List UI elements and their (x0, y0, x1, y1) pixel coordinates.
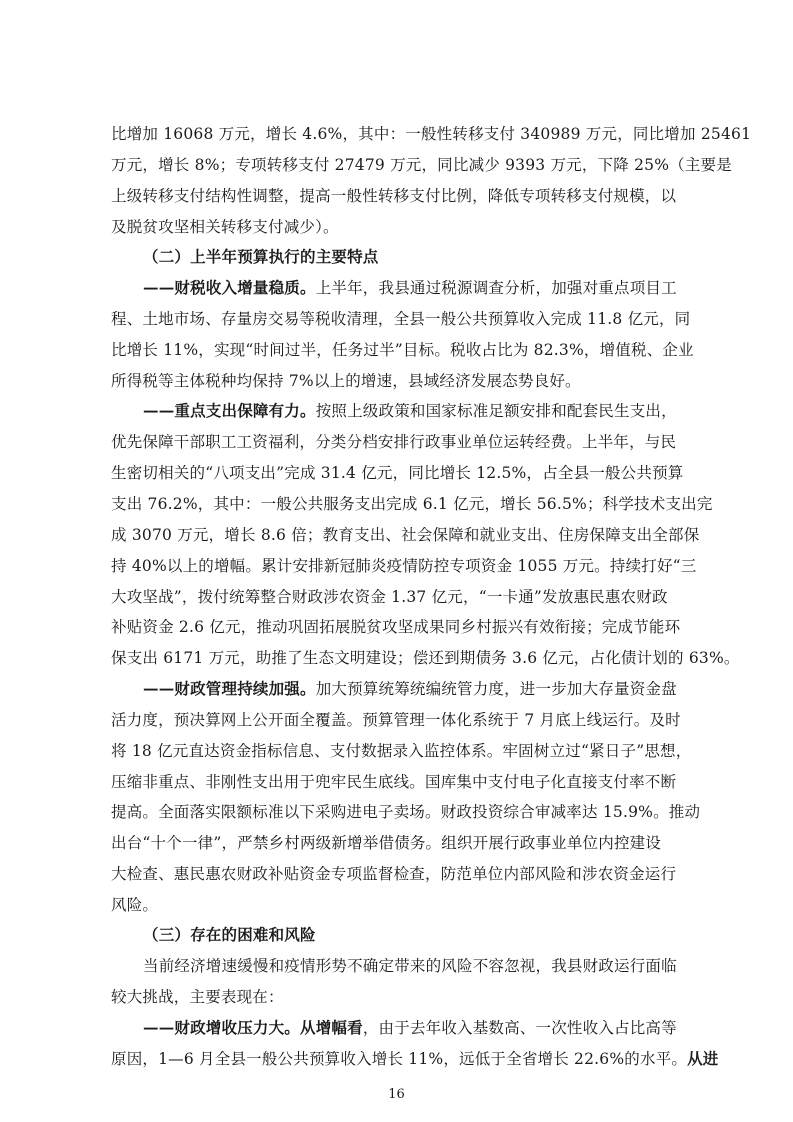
paragraph-revenue-text: 上半年，我县通过税源调查分析，加强对重点项目工 (315, 279, 677, 297)
paragraph-pressure-title: ——财政增收压力大。 (143, 1018, 301, 1037)
paragraph-pressure-subtitle-2: 从进 (687, 1049, 719, 1068)
paragraph-revenue-line: 比增长 11%，实现“时间过半，任务过半”目标。税收占比为 82.3%，增值税、企业 (111, 341, 694, 359)
intro-line-1: 比增加 16068 万元，增长 4.6%，其中：一般性转移支付 340989 万元，同比增加 25461 (111, 125, 752, 143)
paragraph-expenditure-line: 补贴资金 2.6 亿元，推动巩固拓展脱贫攻坚成果同乡村振兴有效衔接；完成节能环 (111, 618, 681, 636)
paragraph-expenditure-line: 支出 76.2%，其中：一般公共服务支出完成 6.1 亿元，增长 56.5%；科学技术支出完 (111, 495, 713, 513)
paragraph-expenditure-text: 按照上级政策和国家标准足额安排和配套民生支出， (315, 402, 677, 420)
paragraph-expenditure-line: 优先保障干部职工工资福利，分类分档安排行政事业单位运转经费。上半年，与民 (111, 433, 677, 451)
paragraph-expenditure-line: 持 40%以上的增幅。累计安排新冠肺炎疫情防控专项资金 1055 万元。持续打好“三 (111, 557, 697, 575)
page-number: 16 (388, 1087, 405, 1102)
paragraph-expenditure-line: 生密切相关的“八项支出”完成 31.4 亿元，同比增长 12.5%，占全县一般公共预算 (111, 464, 684, 482)
paragraph-risk-intro-line: 较大挑战，主要表现在： (111, 988, 284, 1006)
paragraph-revenue-first-line (143, 278, 677, 298)
paragraph-expenditure-title: ——重点支出保障有力。 (143, 401, 316, 420)
paragraph-management-first-line (143, 679, 677, 699)
paragraph-management-line: 风险。 (111, 896, 159, 914)
paragraph-pressure-second-line (111, 1049, 719, 1069)
paragraph-management-line: 出台“十个一律”，严禁乡村两级新增举借债务。组织开展行政事业单位内控建设 (111, 834, 662, 852)
paragraph-management-line: 将 18 亿元直达资金指标信息、支付数据录入监控体系。牢固树立过“紧日子”思想， (111, 742, 692, 760)
paragraph-management-line: 大检查、惠民惠农财政补贴资金专项监督检查，防范单位内部风险和涉农资金运行 (111, 865, 677, 883)
paragraph-management-line: 活力度，预决算网上公开面全覆盖。预算管理一体化系统于 7 月底上线运行。及时 (111, 711, 681, 729)
paragraph-expenditure-line: 成 3070 万元，增长 8.6 倍；教育支出、社会保障和就业支出、住房保障支出全部保 (111, 526, 700, 544)
paragraph-expenditure-line: 大攻坚战”，拨付统筹整合财政涉农资金 1.37 亿元，“一卡通”发放惠民惠农财政 (111, 588, 668, 606)
intro-line-3: 上级转移支付结构性调整，提高一般性转移支付比例，降低专项转移支付规模，以 (111, 187, 677, 205)
paragraph-management-title: ——财政管理持续加强。 (143, 679, 316, 698)
paragraph-management-line: 压缩非重点、非刚性支出用于兜牢民生底线。国库集中支付电子化直接支付率不断 (111, 773, 677, 791)
paragraph-pressure-text-2: 原因，1—6 月全县一般公共预算收入增长 11%，远低于全省增长 22.6%的水平。 (111, 1050, 688, 1068)
paragraph-pressure-text: ，由于去年收入基数高、一次性收入占比高等 (362, 1019, 677, 1037)
paragraph-pressure-first-line (143, 1018, 677, 1038)
paragraph-risk-intro-line: 当前经济增速缓慢和疫情形势不确定带来的风险不容忽视，我县财政运行面临 (143, 957, 677, 975)
intro-line-2: 万元，增长 8%；专项转移支付 27479 万元，同比减少 9393 万元，下降 25%（主要是 (111, 156, 732, 174)
paragraph-revenue-line: 所得税等主体税种均保持 7%以上的增速，县域经济发展态势良好。 (111, 372, 581, 390)
paragraph-revenue-title: ——财税收入增量稳质。 (143, 278, 316, 297)
paragraph-expenditure-first-line (143, 401, 677, 421)
intro-line-4: 及脱贫攻坚相关转移支付减少）。 (111, 218, 339, 236)
paragraph-management-line: 提高。全面落实限额标准以下采购进电子卖场。财政投资综合审减率达 15.9%。推动 (111, 803, 701, 821)
paragraph-expenditure-line: 保支出 6171 万元，助推了生态文明建设；偿还到期债务 3.6 亿元，占化债计划的 63%。 (111, 649, 740, 667)
section-heading-3: （三）存在的困难和风险 (143, 925, 316, 944)
paragraph-pressure-subtitle: 从增幅看 (300, 1018, 363, 1037)
paragraph-management-text: 加大预算统筹统编统管力度，进一步加大存量资金盘 (315, 680, 677, 698)
paragraph-revenue-line: 程、土地市场、存量房交易等税收清理，全县一般公共预算收入完成 11.8 亿元，同 (111, 310, 691, 328)
section-heading-2: （二）上半年预算执行的主要特点 (143, 247, 379, 266)
